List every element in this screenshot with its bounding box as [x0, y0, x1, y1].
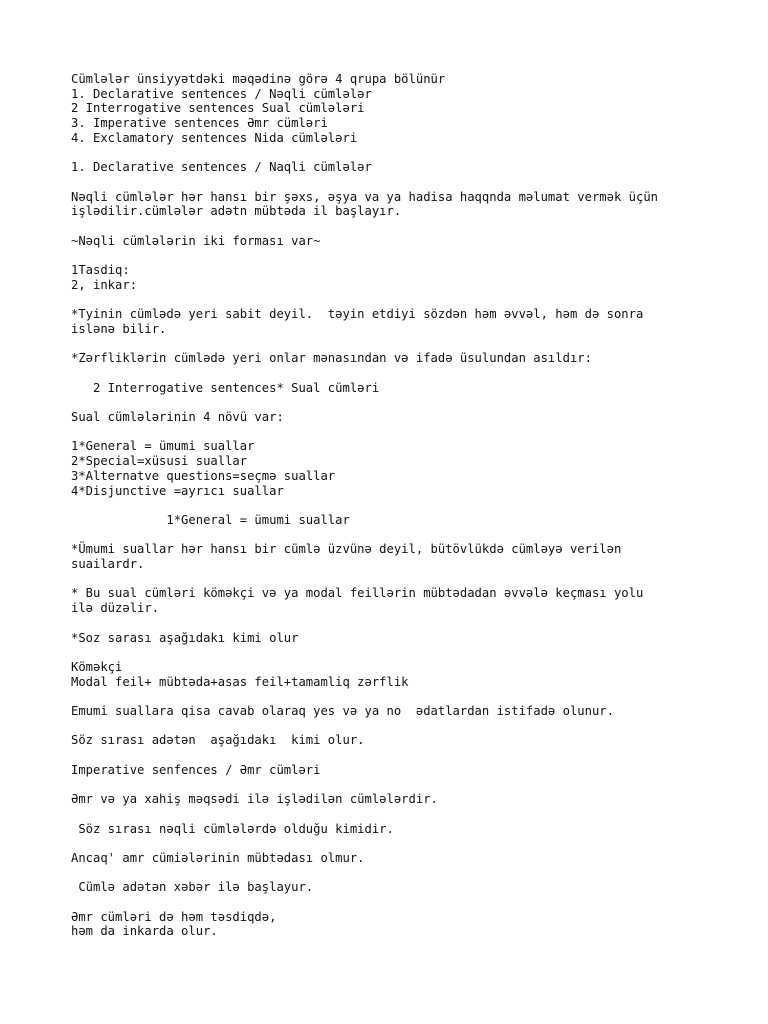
text-line: Emumi suallara qisa cavab olaraq yes və ya no ədatlardan istifadə olunur. — [71, 704, 614, 718]
text-line: 3. Imperative sentences Əmr cümləri — [71, 116, 328, 131]
text-line: Köməkçi — [71, 659, 123, 674]
paragraph — [71, 763, 751, 778]
text-line: ilə düzəlir. — [71, 601, 160, 616]
text-line: *Ümumi suallar hər hansı bir cümlə üzvünə deyil, bütövlükdə cümləyə verilən — [71, 542, 622, 557]
text-line: Nəqli cümlələr hər hansı bir şəxs, əşya va ya hadisa haqqnda məlumat vermək üçün — [71, 189, 658, 204]
paragraph — [71, 160, 751, 175]
text-line: işlədilir.cümlələr adətn mübtəda il başlayır. — [71, 204, 402, 219]
text-line: Söz sırası adətən aşağıdakı kimi olur. — [71, 733, 365, 748]
text-line: Əmr cümləri də həm təsdiqdə, — [71, 909, 277, 924]
text-line: Söz sırası nəqli cümlələrdə olduğu kimidir. — [71, 821, 394, 836]
text-line: 2 Interrogative sentences Sual cümlələri — [71, 101, 365, 116]
paragraph — [71, 704, 751, 719]
paragraph — [71, 910, 751, 939]
paragraph — [71, 792, 751, 807]
text-line: Cümlə adətən xəbər ilə başlayur. — [71, 880, 314, 895]
text-line: həm da inkarda olur. — [71, 924, 218, 939]
text-line: 1Tasdiq: — [71, 263, 130, 278]
text-line: Cümlələr ünsiyyətdəki məqədinə görə 4 qrupa bölünür — [71, 72, 446, 86]
text-line: 2, inkar: — [71, 277, 138, 292]
text-line: 1. Declarative sentences / Nəqli cümlələr — [71, 86, 372, 101]
paragraph — [71, 733, 751, 748]
text-line: 4. Exclamatory sentences Nida cümlələri — [71, 130, 358, 145]
text-line: 1. Declarative sentences / Naqli cümlələr — [71, 160, 372, 175]
text-line: Imperative senfences / Əmr cümləri — [71, 762, 321, 777]
text-line: ~Nəqli cümlələrin iki forması var~ — [71, 233, 321, 248]
paragraph — [71, 351, 751, 366]
paragraph — [71, 822, 751, 837]
paragraph — [71, 410, 751, 425]
paragraph — [71, 542, 751, 571]
text-line: 2*Special=xüsusi suallar — [71, 454, 248, 469]
paragraph — [71, 586, 751, 615]
text-line: Sual cümlələrinin 4 növü var: — [71, 410, 284, 425]
paragraph — [71, 513, 751, 528]
paragraph — [71, 234, 751, 249]
paragraph — [71, 660, 751, 689]
text-line: *Soz sarası aşağıdakı kimi olur — [71, 630, 299, 645]
paragraph — [71, 263, 751, 292]
text-line: 2 Interrogative sentences* Sual cümləri — [71, 380, 380, 395]
paragraph — [71, 190, 751, 219]
paragraph — [71, 381, 751, 396]
text-line: islənə bilir. — [71, 321, 167, 336]
text-line: Modal feil+ mübtəda+asas feil+tamamliq zərflik — [71, 674, 409, 689]
text-line: 3*Alternatve questions=seçmə suallar — [71, 468, 336, 483]
paragraph — [71, 439, 751, 498]
paragraph — [71, 72, 751, 146]
paragraph — [71, 631, 751, 646]
text-line: Əmr və ya xahiş məqsədi ilə işlədilən cümlələrdir. — [71, 792, 438, 807]
text-line: suailardr. — [71, 557, 145, 572]
text-line: * Bu sual cümləri köməkçi və ya modal feillərin mübtədadan əvvələ keçması yolu — [71, 586, 644, 601]
text-line: *Zərfliklərin cümlədə yeri onlar mənasından və ifadə üsulundan asıldır: — [71, 351, 592, 366]
text-line: 1*General = ümumi suallar — [71, 439, 255, 454]
paragraph — [71, 880, 751, 895]
paragraph — [71, 307, 751, 336]
text-line: *Tyinin cümlədə yeri sabit deyil. təyin etdiyi sözdən həm əvvəl, həm də sonra — [71, 307, 644, 322]
document-body — [71, 72, 751, 954]
text-line: 4*Disjunctive =ayrıcı suallar — [71, 483, 284, 498]
text-line: Ancaq' amr cümiələrinin mübtədası olmur. — [71, 850, 365, 865]
text-line: 1*General = ümumi suallar — [71, 512, 350, 527]
paragraph — [71, 851, 751, 866]
